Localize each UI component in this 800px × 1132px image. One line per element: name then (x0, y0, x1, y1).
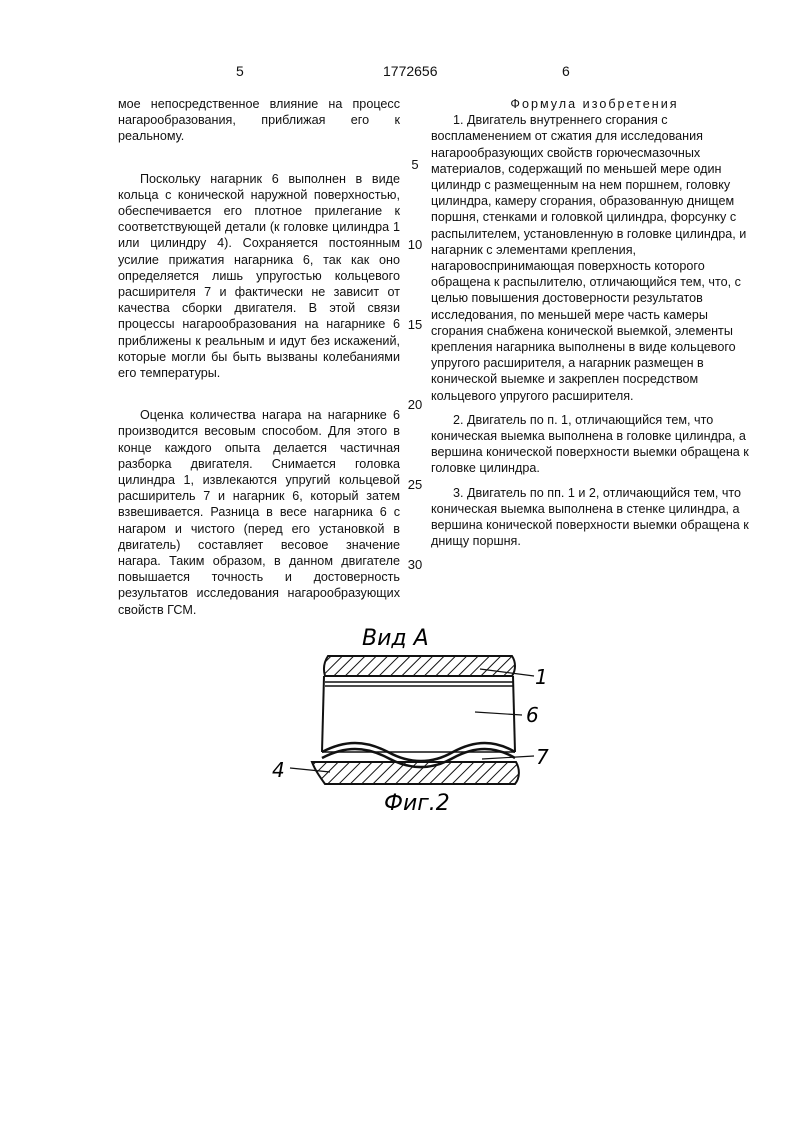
left-paragraph-1: мое непосредственное влияние на процесс нагарообразования, приближая его к реальному. (118, 97, 400, 144)
claims-title: Формула изобретения (510, 97, 679, 111)
view-label: Вид А (362, 626, 429, 651)
left-column (118, 96, 400, 618)
figure-drawing (250, 612, 570, 822)
patent-number: 1772656 (383, 63, 438, 79)
right-column (431, 96, 758, 549)
left-paragraph-3: Оценка количества нагара на нагарнике 6 производится весовым способом. Для этого в конце каждого опыта делается частичная разборка двигателя. Снимается головка цилиндра 1, извлекаются упругий кольцевой расширитель 7 и нагарник 6, который затем взвешивается. Разница в весе нагарника 6 с нагаром и чистого (перед его установкой в двигатель) составляет весовое значение нагара. Таким образом, в данном двигателе повышается точность и достоверность результатов исследования нагарообразующих свойств ГСМ. (118, 408, 400, 617)
line-number-15: 15 (407, 317, 423, 332)
label-6: 6 (526, 703, 539, 727)
label-7: 7 (536, 745, 549, 769)
line-number-20: 20 (407, 397, 423, 412)
line-number-10: 10 (407, 237, 423, 252)
cylinder-part-4 (312, 762, 519, 784)
line-number-5: 5 (411, 157, 419, 172)
label-4: 4 (272, 758, 285, 782)
page-number-left: 5 (236, 63, 244, 79)
label-1: 1 (535, 665, 548, 689)
figure-2 (250, 612, 570, 822)
line-number-30: 30 (407, 557, 423, 572)
left-paragraph-2: Поскольку нагарник 6 выполнен в виде кольца с конической наружной поверхностью, обеспечивается его плотное прилегание к соответствующей детали (к головке цилиндра 1 или цилиндру 4). Сохраняется постоянным усилие прижатия нагарника 6, так как оно определяется лишь упругостью кольцевого расширителя 7 и фактически не зависит от качества сборки двигателя. В этой связи процессы нагарообразования на нагарнике 6 приближены к реальным и идут без искажений, которые могли бы быть вызваны колебаниями его температуры. (118, 171, 400, 381)
claim-2: 2. Двигатель по п. 1, отличающийся тем, что коническая выемка выполнена в головке цилиндра, а вершина конической поверхности выемки обращена к головке цилиндра. (431, 412, 749, 476)
claim-1: 1. Двигатель внутреннего сгорания с воспламенением от сжатия для исследования нагарообразующих свойств горючесмазочных материалов, содержащий по меньшей мере один цилиндр с размещенным на нем поршнем, головку цилиндра, камеру сгорания, образованную днищем поршня, стенками и головкой цилиндра, форсунку с распылителем, установленную в головке цилиндра, и нагарник с элементами крепления, нагаровоспринимающая поверхность которого обращена к распылителю, отличающийся тем, что, с целью повышения достоверности результатов исследования, по меньшей мере часть камеры сгорания снабжена конической выемкой, элементы крепления нагарника выполнены в виде кольцевого упругого расширителя, а нагарник размещен в конической выемке и закреплен посредством кольцевого упругого расширителя. (431, 113, 747, 403)
cylinder-head-part-1 (324, 656, 515, 676)
carbon-collector-part-6 (322, 676, 515, 752)
claim-3: 3. Двигатель по пп. 1 и 2, отличающийся тем, что коническая выемка выполнена в стенке цилиндра, а вершина конической поверхности выемки обращена к днищу поршня. (431, 485, 749, 549)
page-number-right: 6 (562, 63, 570, 79)
line-number-25: 25 (407, 477, 423, 492)
figure-caption: Фиг.2 (384, 791, 450, 816)
